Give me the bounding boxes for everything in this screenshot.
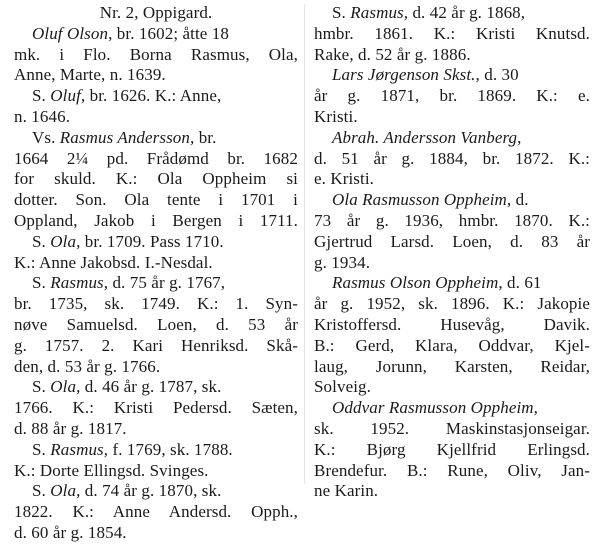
- right-column-text-line: [314, 24, 590, 45]
- body-text: K.: Bjørg Kjellfrid Erlingsd.: [314, 439, 590, 459]
- right-column-text-line: [314, 65, 590, 86]
- body-text: K.: Anne Jakobsd. I.-Nesdal.: [14, 252, 213, 272]
- body-text: år g. 1952, sk. 1896. K.: Jakopie: [314, 294, 590, 314]
- right-column-text-line: [314, 107, 590, 128]
- right-column-text-line: [314, 398, 590, 419]
- body-text: Kristoffersd. Husevåg, Davik.: [314, 314, 590, 334]
- right-column-text-line: [314, 294, 590, 315]
- italic-name-text: Lars Jørgenson Skst.,: [332, 65, 480, 85]
- body-text: g. 1934.: [314, 252, 371, 272]
- body-text: 1766. K.: Kristi Pedersd. Sæten,: [14, 398, 298, 418]
- body-text: d. 60 år g. 1854.: [14, 522, 127, 542]
- body-text: Brendefur. B.: Rune, Oliv, Jan-: [314, 460, 590, 480]
- body-text: d. 61: [502, 273, 542, 293]
- left-column-text-line: [14, 24, 298, 45]
- left-column-text-line: [14, 294, 298, 315]
- italic-name-text: Oluf Olson,: [32, 23, 113, 43]
- left-column-text-line: [14, 336, 298, 357]
- right-column-text-line: [314, 336, 590, 357]
- left-column-text-line: [14, 211, 298, 232]
- body-text: br.: [194, 127, 217, 147]
- left-column-text-line: [14, 273, 298, 294]
- left-column-text-line: [14, 419, 298, 440]
- body-text: S.: [332, 3, 351, 22]
- right-column-text-line: [314, 190, 590, 211]
- left-column-text-line: [14, 461, 298, 482]
- left-column-text-line: [14, 190, 298, 211]
- body-text: Vs.: [32, 127, 60, 147]
- column-gutter: [304, 4, 305, 484]
- body-text: n. 1646.: [14, 106, 71, 126]
- right-column-text-line: [314, 481, 590, 502]
- body-text: S.: [32, 439, 51, 459]
- body-text: den, d. 53 år g. 1766.: [14, 356, 161, 376]
- italic-name-text: Rasmus,: [350, 3, 409, 22]
- body-text: Oppland, Jakob i Bergen i 1711.: [14, 210, 298, 230]
- body-text: g. 1757. 2. Kari Henriksd. Skå-: [14, 335, 298, 355]
- body-text: dotter. Son. Ola tente i 1701 i: [14, 190, 298, 210]
- right-column-text-line: [314, 3, 590, 24]
- body-text: for skuld. K.: Ola Oppheim si: [14, 169, 298, 189]
- body-text: Gjertrud Larsd. Loen, d. 83 år: [314, 231, 590, 251]
- right-column-text-line: [314, 232, 590, 253]
- left-column-text-line: [14, 65, 298, 86]
- left-column-text-line: [14, 253, 298, 274]
- right-column-text-line: [314, 86, 590, 107]
- left-column-text-line: [14, 45, 298, 66]
- body-text: br. 1709. Pass 1710.: [80, 231, 224, 251]
- italic-name-text: Rasmus Olson Oppheim,: [332, 273, 503, 293]
- right-column-text-line: [314, 128, 590, 149]
- body-text: Anne, Marte, n. 1639.: [14, 65, 166, 85]
- body-text: K.: Dorte Ellingsd. Svinges.: [14, 460, 209, 480]
- body-text: S.: [32, 377, 51, 397]
- left-column-text-line: [14, 128, 298, 149]
- body-text: f. 1769, sk. 1788.: [108, 439, 233, 459]
- body-text: 73 år g. 1936, hmbr. 1870. K.:: [314, 210, 590, 230]
- left-column-text-line: [14, 169, 298, 190]
- body-text: Kristi.: [314, 106, 358, 126]
- right-column-text-line: [314, 273, 590, 294]
- right-column-text-line: [314, 211, 590, 232]
- body-text: hmbr. 1861. K.: Kristi Knutsd.: [314, 23, 590, 43]
- italic-name-text: Ola Rasmusson Oppheim,: [332, 190, 512, 210]
- body-text: Rake, d. 52 år g. 1886.: [314, 44, 471, 64]
- right-column-text-line: [314, 315, 590, 336]
- body-text: d. 74 år g. 1870, sk.: [80, 481, 222, 501]
- left-column-text-line: [14, 107, 298, 128]
- italic-name-text: Abrah. Andersson Vanberg,: [332, 127, 522, 147]
- left-column-text-line: [14, 440, 298, 461]
- body-text: mk. i Flo. Borna Rasmus, Ola,: [14, 44, 298, 64]
- italic-name-text: Rasmus,: [50, 439, 109, 459]
- body-text: d. 75 år g. 1767,: [108, 273, 226, 293]
- body-text: d. 46 år g. 1787, sk.: [80, 377, 222, 397]
- left-column-text-line: [14, 315, 298, 336]
- left-column-text-line: [14, 398, 298, 419]
- body-text: br. 1602; åtte 18: [112, 23, 229, 43]
- italic-name-text: Oddvar Rasmusson Oppheim,: [332, 398, 539, 418]
- right-column-text-line: [314, 169, 590, 190]
- body-text: Nr. 2, Oppigard.: [99, 3, 213, 22]
- left-column-text-line: [14, 357, 298, 378]
- body-text: S.: [32, 86, 51, 106]
- body-text: B.: Gerd, Klara, Oddvar, Kjel-: [314, 335, 590, 355]
- italic-name-text: Ola,: [50, 231, 81, 251]
- left-column-text-line: [14, 523, 298, 544]
- body-text: d.: [511, 190, 529, 210]
- right-column-text-line: [314, 149, 590, 170]
- right-column-text-line: [314, 419, 590, 440]
- body-text: 1822. K.: Anne Andersd. Opph.,: [14, 502, 298, 522]
- body-text: d. 42 år g. 1868,: [408, 3, 526, 22]
- left-column-text-line: [14, 149, 298, 170]
- right-column-text-line: [314, 377, 590, 398]
- right-column-text-line: [314, 440, 590, 461]
- left-column-text-line: [14, 377, 298, 398]
- right-column-text-line: [314, 253, 590, 274]
- left-column-text-line: [14, 502, 298, 523]
- body-text: d. 30: [479, 65, 519, 85]
- body-text: d. 51 år g. 1884, br. 1872. K.:: [314, 148, 590, 168]
- body-text: år g. 1871, br. 1869. K.: e.: [314, 86, 590, 106]
- body-text: S.: [32, 481, 51, 501]
- body-text: laug, Jorunn, Karsten, Reidar,: [314, 356, 590, 376]
- body-text: ne Karin.: [314, 481, 379, 501]
- body-text: e. Kristi.: [314, 169, 375, 189]
- body-text: S.: [32, 273, 51, 293]
- right-column-text-line: [314, 45, 590, 66]
- italic-name-text: Ola,: [50, 481, 81, 501]
- body-text: sk. 1952. Maskinstasjonseigar.: [314, 418, 590, 438]
- body-text: Solveig.: [314, 377, 371, 397]
- body-text: br. 1626. K.: Anne,: [85, 86, 222, 106]
- left-column-text-line: [14, 86, 298, 107]
- right-text-column: [314, 3, 590, 502]
- italic-name-text: Rasmus,: [50, 273, 109, 293]
- italic-name-text: Rasmus Andersson,: [59, 127, 195, 147]
- left-column-text-line: [14, 481, 298, 502]
- italic-name-text: Ola,: [50, 377, 81, 397]
- body-text: br. 1735, sk. 1749. K.: 1. Syn-: [14, 294, 298, 314]
- body-text: d. 88 år g. 1817.: [14, 418, 127, 438]
- body-text: 1664 2¼ pd. Frådømd br. 1682: [14, 148, 298, 168]
- right-column-text-line: [314, 357, 590, 378]
- left-column-text-line: [14, 3, 298, 24]
- right-column-text-line: [314, 461, 590, 482]
- body-text: S.: [32, 231, 51, 251]
- italic-name-text: Oluf,: [50, 86, 86, 106]
- body-text: nøve Samuelsd. Loen, d. 53 år: [14, 314, 298, 334]
- left-column-text-line: [14, 232, 298, 253]
- left-text-column: [14, 3, 298, 544]
